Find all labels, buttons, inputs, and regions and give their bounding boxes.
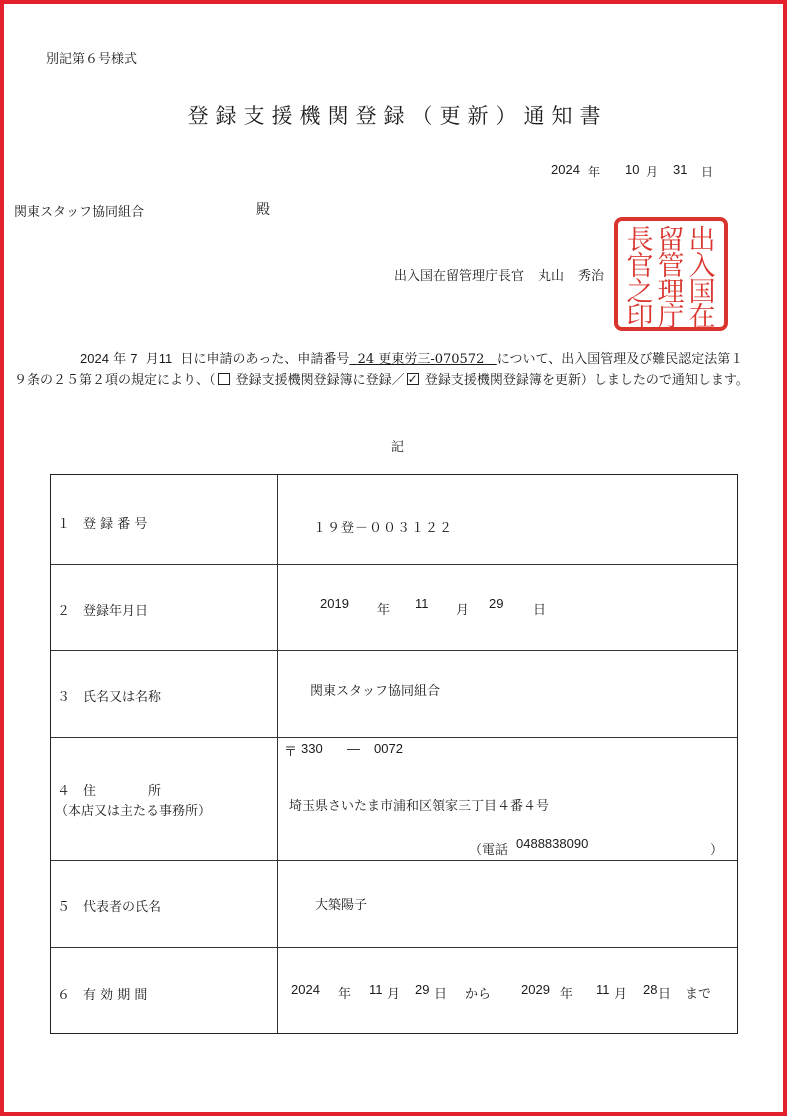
form-number: 別記第６号様式 [46,52,138,67]
valid-to-month: 11 [596,982,610,997]
postal-code-dash: — [347,741,360,756]
valid-from-year: 2024 [291,982,320,997]
row-divider [51,860,737,861]
address-value: 埼玉県さいたま市浦和区領家三丁目４番４号 [289,799,550,814]
valid-to-year-unit: 年 [560,987,574,1002]
postal-mark: 〒 [284,745,298,760]
phone-number: 0488838090 [516,836,589,851]
text-after-number: について、出入国管理及び難民認定法第１９条の２５第２項の規定により、（ [14,352,744,388]
closing-text: ）しましたので通知します。 [580,373,749,388]
postal-code-first: 330 [301,741,323,756]
seal-character: 国 [688,277,716,308]
valid-to-day-unit: 日 [658,987,672,1002]
valid-from-month: 11 [369,982,383,997]
application-day: 11 [158,351,173,366]
issue-month: 10 [625,162,640,177]
valid-to-word: まで [685,987,712,1002]
issue-year-unit: 年 [588,165,601,179]
valid-to-year: 2029 [521,982,550,997]
seal-character: 在 [688,302,716,332]
registration-month-unit: 月 [456,603,470,618]
representative-label: ５ 代表者の氏名 [57,900,162,915]
issuer-given-name: 秀治 [578,269,605,284]
recipient-name: 関東スタッフ協同組合 [14,205,145,220]
registration-number-value: １９登－００３１２２ [313,521,454,536]
application-month: 7 [130,351,138,366]
valid-to-day: 28 [643,982,658,997]
address-label: ４ 住 所 [57,784,162,799]
issuer-line [394,265,604,284]
application-number: 24 更東労三-070572 [357,352,485,367]
valid-from-word: から [465,987,492,1002]
registration-details-table [50,474,738,1034]
notice-body [14,348,749,391]
seal-character: 之 [626,277,654,308]
representative-value: 大築陽子 [315,898,368,913]
register-checkbox[interactable] [218,373,230,385]
issuer-surname: 丸山 [538,269,565,284]
valid-from-month-unit: 月 [387,987,401,1002]
row-divider [51,564,737,565]
issue-day: 31 [673,162,688,177]
seal-character: 管 [657,251,685,282]
text-after-date: 日に申請のあった、申請番号 [180,352,350,367]
name-label: ３ 氏名又は名称 [57,690,162,705]
application-month-unit: 月 [145,352,159,367]
valid-from-year-unit: 年 [338,987,352,1002]
issue-month-unit: 月 [646,165,659,179]
recipient-honorific: 殿 [256,202,270,218]
application-year: 2024 [80,351,109,366]
seal-character: 官 [626,251,654,282]
row-divider [51,737,737,738]
registration-year-unit: 年 [377,603,391,618]
registration-year: 2019 [320,596,349,611]
postal-code-second: 0072 [374,741,403,756]
seal-character: 理 [657,277,685,308]
seal-character: 出 [688,225,716,256]
seal-character: 印 [626,302,654,332]
registration-date-label: ２ 登録年月日 [57,604,149,619]
issue-year: 2024 [551,162,580,177]
issue-day-unit: 日 [701,165,714,179]
application-year-unit: 年 [113,352,127,367]
registration-month: 11 [415,596,429,611]
seal-character: 長 [626,225,654,256]
row-divider [51,650,737,651]
table-column-divider [277,475,278,1033]
valid-from-day-unit: 日 [434,987,448,1002]
ki-heading: 記 [390,440,404,455]
validity-period-label: ６ 有 効 期 間 [57,988,148,1003]
register-option-label: 登録支援機関登録簿に登録／ [235,373,405,388]
seal-character: 庁 [657,302,685,332]
renew-option-label: 登録支援機関登録簿を更新 [424,373,581,388]
registration-day: 29 [489,596,504,611]
seal-character: 留 [657,225,685,256]
document-title: 登録支援機関登録（更新）通知書 [187,104,608,128]
registration-day-unit: 日 [533,603,547,618]
address-sublabel: （本店又は主たる事務所） [55,804,212,819]
phone-label: （電話 [469,843,509,858]
official-seal-stamp [613,216,729,332]
issuer-title: 出入国在留管理庁長官 [394,269,525,284]
phone-close: ） [710,843,724,858]
registration-number-label: １ 登 録 番 号 [57,517,148,532]
name-value: 関東スタッフ協同組合 [310,684,441,699]
valid-from-day: 29 [415,982,430,997]
seal-character: 入 [688,251,716,282]
row-divider [51,947,737,948]
renew-checkbox[interactable] [407,373,419,385]
valid-to-month-unit: 月 [614,987,628,1002]
